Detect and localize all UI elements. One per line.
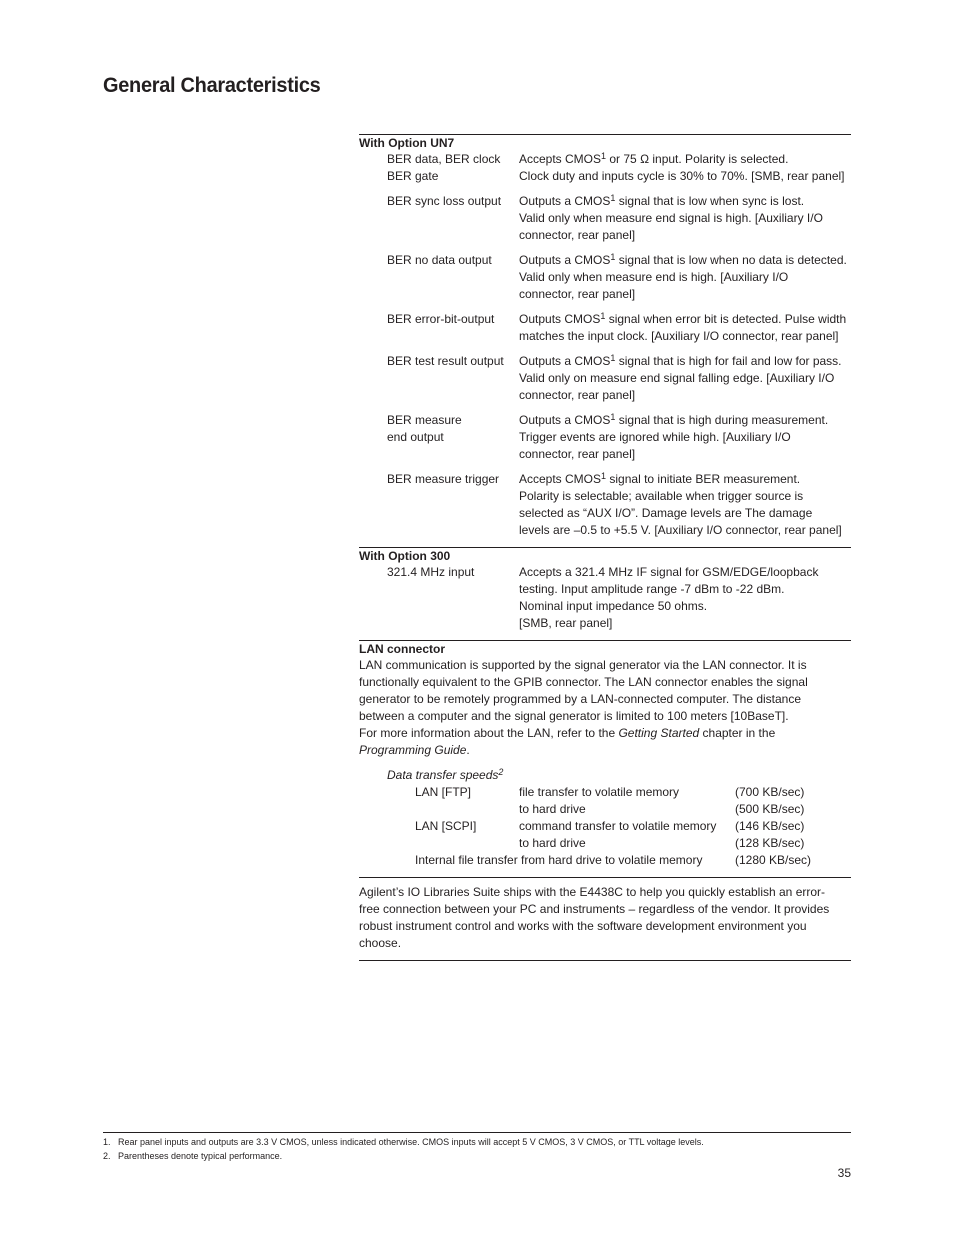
footnote-ref: 1 <box>610 193 616 203</box>
table-cell-interface <box>359 835 519 852</box>
spec-description <box>519 564 851 632</box>
text-line: LAN communication is supported by the signal generator via the LAN connector. It is <box>359 658 807 672</box>
description-text: Outputs a CMOS <box>519 253 611 267</box>
caption-text: Data transfer speeds <box>387 768 499 782</box>
table-cell-operation: command transfer to volatile memory <box>519 819 717 833</box>
label-line: BER test result output <box>387 354 504 368</box>
description-text: matches the input clock. [Auxiliary I/O connector, rear panel] <box>519 329 839 343</box>
spec-content <box>359 134 851 961</box>
spec-row <box>359 193 851 244</box>
description-text: signal that is low when no data is detected. <box>615 253 847 267</box>
footnote-ref: 2 <box>498 767 504 777</box>
section-option-300 <box>359 547 851 632</box>
footnote-ref: 1 <box>610 353 616 363</box>
section-option-un7 <box>359 134 851 539</box>
label-line: BER error-bit-output <box>387 312 495 326</box>
table-row <box>359 818 851 835</box>
description-text: signal that is high during measurement. <box>615 413 829 427</box>
footnote <box>103 1149 851 1163</box>
spec-row <box>359 311 851 345</box>
text-line: Agilent’s IO Libraries Suite ships with the E4438C to help you quickly establish an error- <box>359 885 826 899</box>
spec-label <box>359 564 519 632</box>
table-cell-interface: LAN [FTP] <box>415 785 472 799</box>
section-heading: With Option 300 <box>359 549 451 563</box>
data-transfer-table <box>359 767 851 869</box>
spec-rows <box>359 564 851 632</box>
description-text: levels are –0.5 to +5.5 V. [Auxiliary I/O connector, rear panel] <box>519 523 842 537</box>
table-cell-operation: file transfer to volatile memory <box>519 785 680 799</box>
text-line: For more information about the LAN, refer to the <box>359 726 619 740</box>
spec-label <box>359 193 519 244</box>
doc-reference: Programming Guide <box>359 743 467 757</box>
text-line: generator to be remotely programmed by a LAN-connected computer. The distance <box>359 692 802 706</box>
text-line: chapter in the <box>699 726 776 740</box>
text-line: . <box>466 743 470 757</box>
page-number: 35 <box>837 1166 851 1180</box>
table-cell-value: (146 KB/sec) <box>735 819 805 833</box>
spec-row <box>359 252 851 303</box>
description-text: Outputs CMOS <box>519 312 601 326</box>
description-text: Valid only on measure end signal falling edge. [Auxiliary I/O <box>519 371 835 385</box>
spec-description <box>519 151 851 185</box>
description-text: testing. Input amplitude range -7 dBm to -22 dBm. <box>519 582 785 596</box>
label-line: BER measure trigger <box>387 472 500 486</box>
label-line: end output <box>387 430 444 444</box>
description-text: Accepts a 321.4 MHz IF signal for GSM/EDGE/loopback <box>519 565 819 579</box>
label-line: 321.4 MHz input <box>387 565 475 579</box>
table-cell-value: (128 KB/sec) <box>735 836 805 850</box>
table-cell-value: (700 KB/sec) <box>735 785 805 799</box>
table-row <box>359 835 851 852</box>
description-text: Trigger events are ignored while high. [Auxiliary I/O <box>519 430 791 444</box>
description-text: signal that is low when sync is lost. <box>615 194 805 208</box>
spec-row <box>359 564 851 632</box>
spec-label <box>359 252 519 303</box>
section-heading: With Option UN7 <box>359 136 455 150</box>
text-line: functionally equivalent to the GPIB connector. The LAN connector enables the signal <box>359 675 808 689</box>
footnote-ref: 1 <box>610 412 616 422</box>
table-row <box>359 801 851 818</box>
table-rows <box>359 784 851 852</box>
description-text: Valid only when measure end signal is high. [Auxiliary I/O <box>519 211 823 225</box>
table-row <box>359 852 851 869</box>
footnote-ref: 1 <box>601 471 607 481</box>
description-text: or 75 Ω input. Polarity is selected. <box>606 152 789 166</box>
doc-reference: Getting Started <box>618 726 700 740</box>
description-text: signal that is high for fail and low for pass. <box>615 354 842 368</box>
spec-rows <box>359 151 851 539</box>
footnotes <box>103 1132 851 1163</box>
label-line: BER gate <box>387 169 439 183</box>
page-title: General Characteristics <box>103 74 321 97</box>
label-line: BER data, BER clock <box>387 152 501 166</box>
spec-label <box>359 412 519 463</box>
spec-label <box>359 151 519 185</box>
lan-description <box>359 657 851 759</box>
footnote-ref: 1 <box>601 151 607 161</box>
spec-row <box>359 353 851 404</box>
spec-row <box>359 471 851 539</box>
spec-description <box>519 193 851 244</box>
spec-description <box>519 252 851 303</box>
spec-label <box>359 471 519 539</box>
table-cell-operation: to hard drive <box>519 836 586 850</box>
footnote-number: 2. <box>103 1151 111 1161</box>
spec-label <box>359 311 519 345</box>
spec-description <box>519 412 851 463</box>
text-line: between a computer and the signal generator is limited to 100 meters [10BaseT]. <box>359 709 789 723</box>
spec-row <box>359 151 851 185</box>
footnote-ref: 1 <box>610 252 616 262</box>
table-caption <box>359 767 851 784</box>
description-text: Accepts CMOS <box>519 472 602 486</box>
table-cell-value: (1280 KB/sec) <box>735 853 812 867</box>
description-text: [SMB, rear panel] <box>519 616 613 630</box>
label-line: BER sync loss output <box>387 194 502 208</box>
label-line: BER no data output <box>387 253 492 267</box>
spec-label <box>359 353 519 404</box>
text-line: robust instrument control and works with the software development environment you choose. <box>359 919 807 950</box>
spec-description <box>519 353 851 404</box>
description-text: signal when error bit is detected. Pulse width <box>605 312 847 326</box>
description-text: Outputs a CMOS <box>519 194 611 208</box>
description-text: connector, rear panel] <box>519 228 636 242</box>
table-cell-operation: to hard drive <box>519 802 586 816</box>
table-row <box>359 784 851 801</box>
footnote-text: Parentheses denote typical performance. <box>118 1151 283 1161</box>
description-text: Accepts CMOS <box>519 152 602 166</box>
description-text: Clock duty and inputs cycle is 30% to 70%. [SMB, rear panel] <box>519 169 845 183</box>
table-cell-interface <box>359 801 519 818</box>
description-text: connector, rear panel] <box>519 447 636 461</box>
description-text: connector, rear panel] <box>519 388 636 402</box>
table-cell-interface: LAN [SCPI] <box>415 819 477 833</box>
section-heading: LAN connector <box>359 642 446 656</box>
description-text: Nominal input impedance 50 ohms. <box>519 599 708 613</box>
io-libraries-note <box>359 877 851 961</box>
description-text: Outputs a CMOS <box>519 354 611 368</box>
spec-description <box>519 471 851 539</box>
footnote-ref: 1 <box>600 311 606 321</box>
text-line: free connection between your PC and instruments – regardless of the vendor. It provides <box>359 902 830 916</box>
description-text: signal to initiate BER measurement. <box>606 472 801 486</box>
description-text: Polarity is selectable; available when trigger source is <box>519 489 804 503</box>
footnote <box>103 1135 851 1149</box>
spec-row <box>359 412 851 463</box>
description-text: selected as “AUX I/O”. Damage levels are The damage <box>519 506 813 520</box>
label-line: BER measure <box>387 413 462 427</box>
footnote-number: 1. <box>103 1137 111 1147</box>
table-cell-value: (500 KB/sec) <box>735 802 805 816</box>
description-text: connector, rear panel] <box>519 287 636 301</box>
table-cell-label: Internal file transfer from hard drive to volatile memory <box>415 853 703 867</box>
section-lan-connector <box>359 640 851 869</box>
spec-description <box>519 311 851 345</box>
description-text: Outputs a CMOS <box>519 413 611 427</box>
description-text: Valid only when measure end is high. [Auxiliary I/O <box>519 270 789 284</box>
footnote-text: Rear panel inputs and outputs are 3.3 V CMOS, unless indicated otherwise. CMOS inputs will accept 5 V CMOS, 3 V CMOS, or TTL voltage levels. <box>118 1137 704 1147</box>
